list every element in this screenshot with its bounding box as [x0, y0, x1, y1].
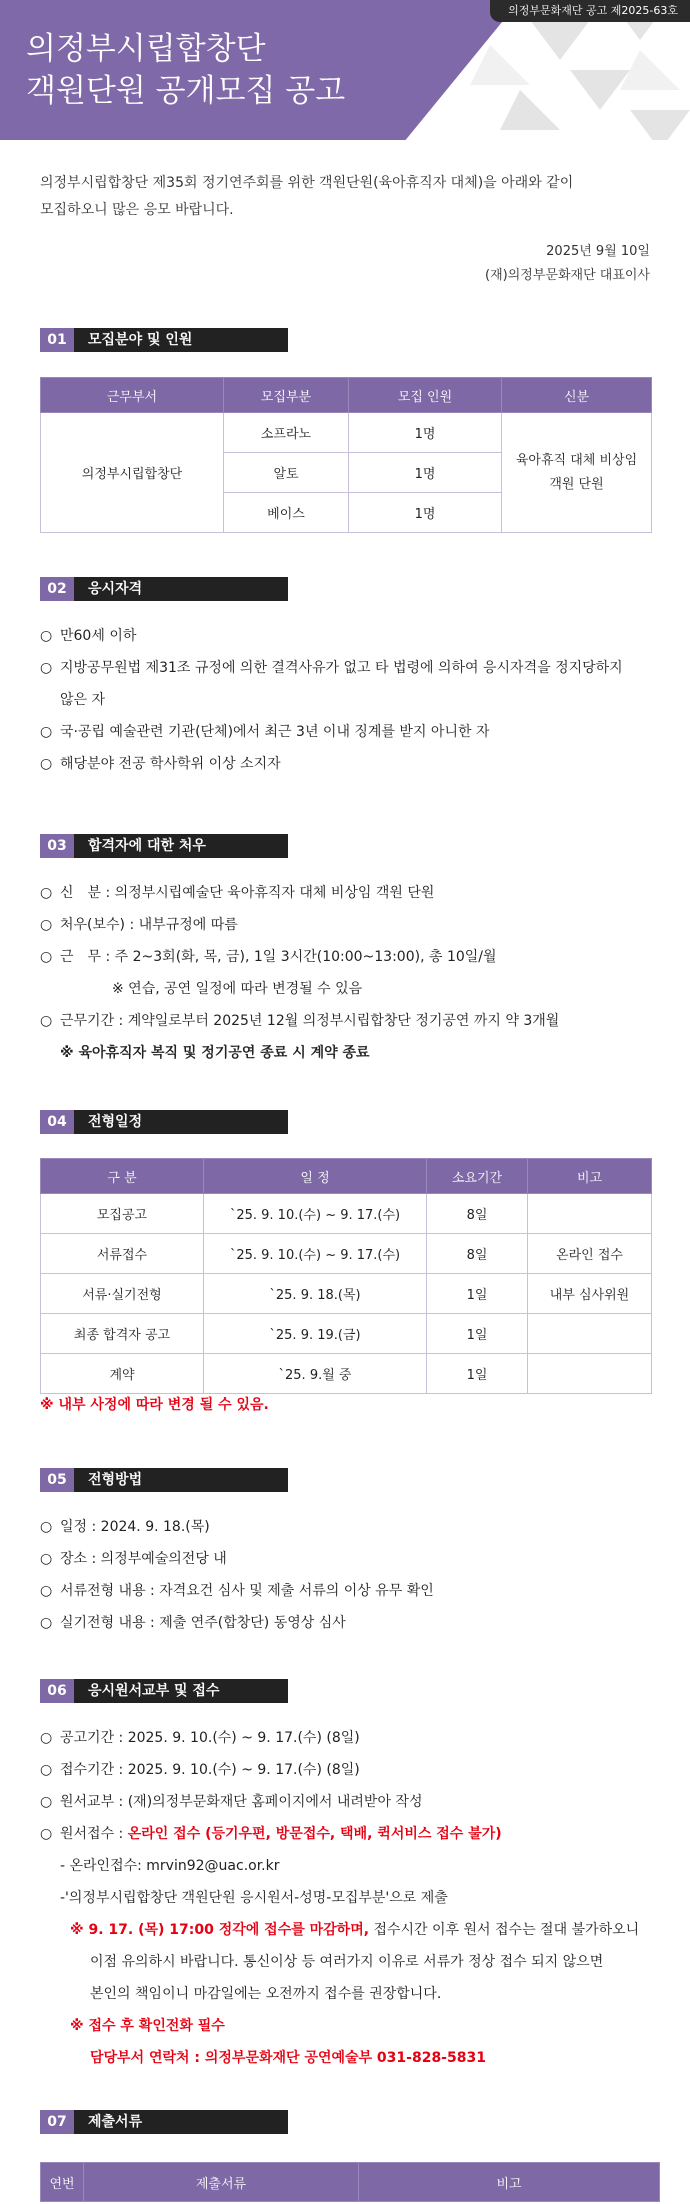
circle-bullet-icon: ○	[40, 1762, 53, 1778]
section-number: 02	[40, 577, 74, 601]
qualification-list	[40, 620, 655, 780]
section-title: 제출서류	[74, 2110, 288, 2134]
schedule-table	[40, 1158, 652, 1394]
section-title: 합격자에 대한 처우	[74, 834, 288, 858]
table-cell: `25. 9. 10.(수) ~ 9. 17.(수)	[204, 1234, 427, 1274]
col-header: 연번	[41, 2163, 84, 2202]
circle-bullet-icon: ○	[40, 756, 53, 772]
application-list	[40, 1722, 655, 2074]
table-cell: 서류·실기전형	[41, 1274, 204, 1314]
status-cell	[502, 413, 652, 533]
list-item: ○ 접수기간 : 2025. 9. 10.(수) ~ 9. 17.(수) (8일)	[40, 1754, 655, 1786]
col-header: 구 분	[41, 1159, 204, 1194]
col-header: 신분	[502, 378, 652, 413]
col-header: 모집부분	[224, 378, 349, 413]
col-header: 일 정	[204, 1159, 427, 1194]
status-line-1: 육아휴직 대체 비상임	[515, 452, 638, 468]
section-title: 전형일정	[74, 1110, 288, 1134]
table-cell: 1일	[427, 1314, 528, 1354]
table-cell: 1일	[427, 1354, 528, 1394]
section-number: 06	[40, 1679, 74, 1703]
count-cell: 1명	[349, 413, 502, 453]
list-item: ○ 원서접수 : 온라인 접수 (등기우편, 방문접수, 택배, 퀵서비스 접수 불가)	[40, 1818, 655, 1850]
deadline-note-line2: 이점 유의하시 바랍니다. 통신이상 등 여러가지 이유로 서류가 정상 접수 되지 않으면	[90, 1954, 604, 1970]
section-title: 모집분야 및 인원	[74, 328, 288, 352]
schedule-note: ※ 연습, 공연 일정에 따라 변경될 수 있음	[112, 981, 363, 997]
table-header-row	[41, 1159, 652, 1194]
count-cell: 1명	[349, 453, 502, 493]
table-row	[41, 413, 652, 453]
table-cell	[528, 1314, 652, 1354]
status-line-2: 객원 단원	[549, 476, 604, 492]
table-cell	[528, 1354, 652, 1394]
section-number: 04	[40, 1110, 74, 1134]
list-item: ○ 만60세 이하	[40, 620, 655, 652]
col-header: 비고	[528, 1159, 652, 1194]
announcement-number: 의정부문화재단 공고 제2025-63호	[490, 0, 690, 22]
list-item: ○ 원서교부 : (재)의정부문화재단 홈페이지에서 내려받아 작성	[40, 1786, 655, 1818]
table-cell	[528, 1194, 652, 1234]
col-header: 소요기간	[427, 1159, 528, 1194]
section-number: 01	[40, 328, 74, 352]
circle-bullet-icon: ○	[40, 724, 53, 740]
circle-bullet-icon: ○	[40, 949, 53, 965]
circle-bullet-icon: ○	[40, 628, 53, 644]
section-header-03	[40, 834, 288, 858]
col-header: 모집 인원	[349, 378, 502, 413]
header-banner	[0, 0, 690, 140]
section-header-01	[40, 328, 288, 352]
circle-bullet-icon: ○	[40, 1583, 53, 1599]
section-title: 전형방법	[74, 1468, 288, 1492]
date-signature	[485, 240, 650, 288]
table-cell: `25. 9. 19.(금)	[204, 1314, 427, 1354]
list-item: ○ 근 무 : 주 2~3회(화, 목, 금), 1일 3시간(10:00~13:00), 총 10일/월	[40, 941, 655, 973]
list-item: ○ 근무기간 : 계약일로부터 2025년 12월 의정부시립합창단 정기공연 까지 약 3개월	[40, 1005, 655, 1037]
circle-bullet-icon: ○	[40, 1519, 53, 1535]
count-cell: 1명	[349, 493, 502, 533]
treatment-list	[40, 877, 655, 1069]
table-row	[41, 1274, 652, 1314]
table-cell: 서류접수	[41, 1234, 204, 1274]
table-row	[41, 1314, 652, 1354]
circle-bullet-icon: ○	[40, 1794, 53, 1810]
part-cell: 알토	[224, 453, 349, 493]
list-item: ○ 서류전형 내용 : 자격요건 심사 및 제출 서류의 이상 유무 확인	[40, 1575, 655, 1607]
page-title	[26, 28, 345, 112]
table-cell: 모집공고	[41, 1194, 204, 1234]
circle-bullet-icon: ○	[40, 1730, 53, 1746]
circle-bullet-icon: ○	[40, 1615, 53, 1631]
circle-bullet-icon: ○	[40, 917, 53, 933]
dept-cell: 의정부시립합창단	[41, 413, 224, 533]
circle-bullet-icon: ○	[40, 1826, 53, 1842]
table-cell: 1일	[427, 1274, 528, 1314]
table-header-row	[41, 2163, 660, 2202]
section-title: 응시원서교부 및 접수	[74, 1679, 288, 1703]
circle-bullet-icon: ○	[40, 885, 53, 901]
table-row	[41, 1234, 652, 1274]
circle-bullet-icon: ○	[40, 1551, 53, 1567]
list-item: ○ 실기전형 내용 : 제출 연주(합창단) 동영상 심사	[40, 1607, 655, 1639]
table-cell: `25. 9. 18.(목)	[204, 1274, 427, 1314]
list-item: ○ 국·공립 예술관련 기관(단체)에서 최근 3년 이내 징계를 받지 아니한 자	[40, 716, 655, 748]
list-item: ○ 처우(보수) : 내부규정에 따름	[40, 909, 655, 941]
list-item: ○ 일정 : 2024. 9. 18.(목)	[40, 1511, 655, 1543]
signer: (재)의정부문화재단 대표이사	[485, 268, 650, 283]
table-cell: 내부 심사위원	[528, 1274, 652, 1314]
table-header-row	[41, 378, 652, 413]
selection-method-list	[40, 1511, 655, 1639]
confirm-call-note: ※ 접수 후 확인전화 필수	[70, 2018, 225, 2034]
documents-table	[40, 2162, 660, 2202]
col-header: 제출서류	[84, 2163, 359, 2202]
title-line-1: 의정부시립합창단	[26, 31, 266, 67]
section-number: 03	[40, 834, 74, 858]
table-cell: 8일	[427, 1194, 528, 1234]
deadline-note: ※ 9. 17. (목) 17:00 정각에 접수를 마감하며, 접수시간 이후 원서 접수는 절대 불가하오니	[70, 1922, 640, 1938]
section-header-02	[40, 577, 288, 601]
list-item: ○ 장소 : 의정부예술의전당 내	[40, 1543, 655, 1575]
table-row	[41, 1194, 652, 1234]
section-header-05	[40, 1468, 288, 1492]
intro-line-1: 의정부시립합창단 제35회 정기연주회를 위한 객원단원(육아휴직자 대체)을 아래와 같이	[40, 175, 574, 191]
list-item: ○ 해당분야 전공 학사학위 이상 소지자	[40, 748, 655, 780]
table-cell: `25. 9.월 중	[204, 1354, 427, 1394]
intro-text	[40, 170, 650, 224]
apply-method-warning: 온라인 접수 (등기우편, 방문접수, 택배, 퀵서비스 접수 불가)	[127, 1826, 502, 1842]
col-header: 근무부서	[41, 378, 224, 413]
filename-rule: -'의정부시립합창단 객원단원 응시원서-성명-모집부분'으로 제출	[60, 1890, 448, 1906]
contract-note: ※ 육아휴직자 복직 및 정기공연 종료 시 계약 종료	[60, 1045, 370, 1061]
section-header-07	[40, 2110, 288, 2134]
table-cell: `25. 9. 10.(수) ~ 9. 17.(수)	[204, 1194, 427, 1234]
contact-info: 담당부서 연락처 : 의정부문화재단 공연예술부 031-828-5831	[90, 2050, 486, 2066]
intro-line-2: 모집하오니 많은 응모 바랍니다.	[40, 202, 234, 218]
table-cell: 최종 합격자 공고	[41, 1314, 204, 1354]
col-header: 비고	[359, 2163, 660, 2202]
table-cell: 8일	[427, 1234, 528, 1274]
table-row	[41, 1354, 652, 1394]
section-number: 05	[40, 1468, 74, 1492]
list-item: ○ 공고기간 : 2025. 9. 10.(수) ~ 9. 17.(수) (8일)	[40, 1722, 655, 1754]
list-item: ○ 신 분 : 의정부시립예술단 육아휴직자 대체 비상임 객원 단원	[40, 877, 655, 909]
table-cell: 온라인 접수	[528, 1234, 652, 1274]
list-item: ○ 지방공무원법 제31조 규정에 의한 결격사유가 없고 타 법령에 의하여 응시자격을 정지당하지	[40, 652, 655, 684]
announce-date: 2025년 9월 10일	[546, 244, 650, 259]
deadline-note-line3: 본인의 책임이니 마감일에는 오전까지 접수를 권장합니다.	[90, 1986, 442, 2002]
table-cell: 계약	[41, 1354, 204, 1394]
online-email[interactable]: - 온라인접수: mrvin92@uac.or.kr	[60, 1858, 280, 1874]
section-number: 07	[40, 2110, 74, 2134]
list-item-continuation: 않은 자	[60, 692, 106, 708]
section-title: 응시자격	[74, 577, 288, 601]
circle-bullet-icon: ○	[40, 1013, 53, 1029]
part-cell: 베이스	[224, 493, 349, 533]
part-cell: 소프라노	[224, 413, 349, 453]
circle-bullet-icon: ○	[40, 660, 53, 676]
section-header-06	[40, 1679, 288, 1703]
section-header-04	[40, 1110, 288, 1134]
recruitment-table	[40, 377, 652, 533]
schedule-change-note: ※ 내부 사정에 따라 변경 될 수 있음.	[40, 1397, 269, 1413]
title-line-2: 객원단원 공개모집 공고	[26, 73, 346, 109]
